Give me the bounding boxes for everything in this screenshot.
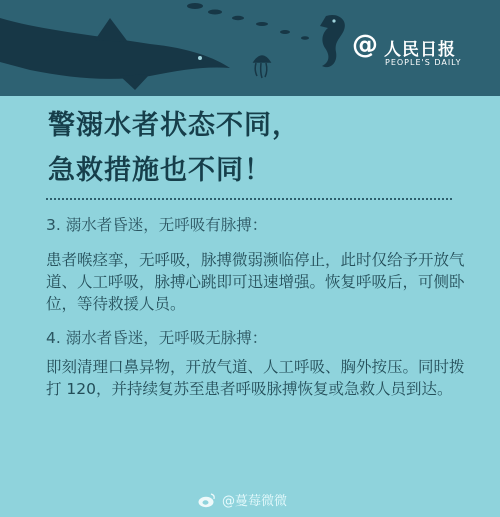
section-4-heading: 4. 溺水者昏迷，无呼吸无脉搏： [46,329,268,347]
watermark [198,490,287,509]
divider [46,198,452,200]
watermark-text: @蔓莓微微 [222,494,288,509]
seahorse-icon [320,15,345,67]
header-banner [0,0,500,96]
logo-name: 人民日报 [384,40,456,60]
title-line-2: 急救措施也不同！ [48,155,272,186]
title-line-1: 警溺水者状态不同， [48,110,300,141]
logo-subtitle: PEOPLE'S DAILY [385,58,462,67]
peoples-daily-logo [352,28,492,74]
section-3-body: 患者喉痉挛，无呼吸，脉搏微弱濒临停止，此时仅给予开放气道、人工呼吸，脉搏心跳即可迅速增强。恢复呼吸后，可侧卧位，等待救援人员。 [46,251,465,313]
weibo-icon [198,492,216,508]
fish-icon [187,3,309,40]
section-3-heading: 3. 溺水者昏迷，无呼吸有脉搏： [46,216,268,234]
logo-mark: @ [352,30,378,60]
section-4-body: 即刻清理口鼻异物，开放气道、人工呼吸、胸外按压。同时拨打 120，并持续复苏至患者呼吸脉搏恢复或急救人员到达。 [46,358,465,398]
jellyfish-icon [254,56,270,78]
